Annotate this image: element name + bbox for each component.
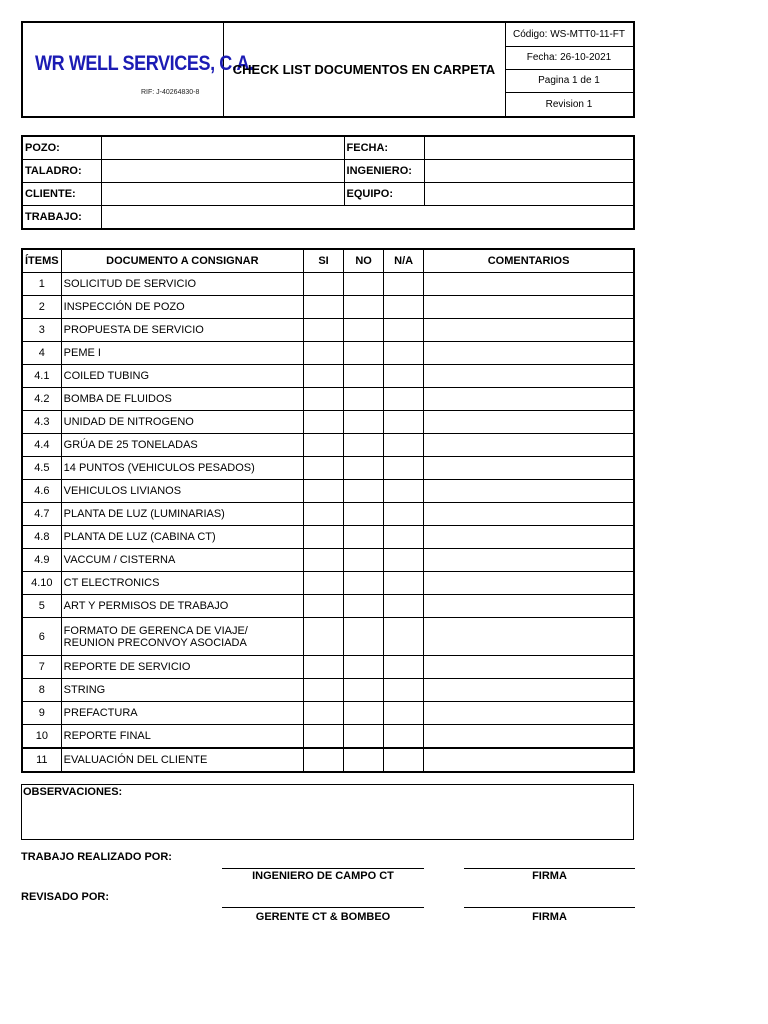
comment-cell[interactable] [424,618,634,656]
no-cell[interactable] [344,503,384,526]
ingeniero-field[interactable] [424,160,634,183]
observaciones-label: OBSERVACIONES: [23,786,123,798]
item-number: 4.7 [22,503,61,526]
equipo-label: EQUIPO: [344,183,424,206]
table-row [22,342,634,365]
item-document: PLANTA DE LUZ (LUMINARIAS) [61,503,303,526]
item-number: 4.9 [22,549,61,572]
item-document: VEHICULOS LIVIANOS [61,480,303,503]
document-title-cell [223,23,506,116]
item-document: 14 PUNTOS (VEHICULOS PESADOS) [61,457,303,480]
header-no: NO [344,249,384,273]
na-cell[interactable] [384,411,424,434]
well-info-table [21,135,635,230]
firma1-signature-line[interactable] [464,868,635,869]
comment-cell[interactable] [424,656,634,679]
item-document: CT ELECTRONICS [61,572,303,595]
comment-cell[interactable] [424,572,634,595]
table-row [22,549,634,572]
document-code: Código: WS-MTT0-11-FT [505,23,633,47]
no-cell[interactable] [344,342,384,365]
table-row [22,457,634,480]
item-document: COILED TUBING [61,365,303,388]
item-number: 4.3 [22,411,61,434]
item-document: PEME I [61,342,303,365]
si-cell[interactable] [304,526,344,549]
table-row [22,702,634,725]
item-document: PREFACTURA [61,702,303,725]
comment-cell[interactable] [424,457,634,480]
na-cell[interactable] [384,679,424,702]
table-row [22,748,634,772]
company-rif: RIF: J-40264830-8 [141,89,200,96]
cliente-label: CLIENTE: [22,183,101,206]
na-cell[interactable] [384,319,424,342]
document-date: Fecha: 26-10-2021 [505,46,633,70]
na-cell[interactable] [384,702,424,725]
item-number: 10 [22,725,61,749]
revisado-label: REVISADO POR: [21,891,110,903]
item-number: 4.4 [22,434,61,457]
item-document: FORMATO DE GERENCA DE VIAJE/ REUNION PRECONVOY ASOCIADA [61,618,303,656]
si-cell[interactable] [304,595,344,618]
comment-cell[interactable] [424,411,634,434]
item-document: REPORTE DE SERVICIO [61,656,303,679]
si-cell[interactable] [304,572,344,595]
na-cell[interactable] [384,296,424,319]
comment-cell[interactable] [424,480,634,503]
item-number: 9 [22,702,61,725]
item-number: 11 [22,748,61,772]
si-cell[interactable] [304,319,344,342]
no-cell[interactable] [344,702,384,725]
header-comentarios: COMENTARIOS [424,249,634,273]
si-cell[interactable] [304,480,344,503]
comment-cell[interactable] [424,702,634,725]
trabajo-field[interactable] [101,206,634,230]
comment-cell[interactable] [424,595,634,618]
cliente-field[interactable] [101,183,344,206]
item-document: UNIDAD DE NITROGENO [61,411,303,434]
item-number: 2 [22,296,61,319]
taladro-label: TALADRO: [22,160,101,183]
firma1-label: FIRMA [532,870,567,882]
table-row [22,273,634,296]
table-row [22,365,634,388]
na-cell[interactable] [384,748,424,772]
table-row [22,434,634,457]
observaciones-box[interactable] [21,784,634,840]
table-row [22,656,634,679]
comment-cell[interactable] [424,434,634,457]
fecha-label: FECHA: [344,136,424,160]
table-row [22,480,634,503]
na-cell[interactable] [384,388,424,411]
checklist-header-row [22,249,634,273]
si-cell[interactable] [304,273,344,296]
item-document: REPORTE FINAL [61,725,303,749]
document-header [21,21,635,118]
item-document: PLANTA DE LUZ (CABINA CT) [61,526,303,549]
document-page: Pagina 1 de 1 [505,69,633,93]
no-cell[interactable] [344,679,384,702]
na-cell[interactable] [384,656,424,679]
header-documento: DOCUMENTO A CONSIGNAR [61,249,303,273]
item-number: 4.6 [22,480,61,503]
na-cell[interactable] [384,595,424,618]
no-cell[interactable] [344,480,384,503]
si-cell[interactable] [304,434,344,457]
item-document: ART Y PERMISOS DE TRABAJO [61,595,303,618]
na-cell[interactable] [384,434,424,457]
si-cell[interactable] [304,618,344,656]
no-cell[interactable] [344,273,384,296]
item-number: 4 [22,342,61,365]
comment-cell[interactable] [424,725,634,749]
na-cell[interactable] [384,572,424,595]
no-cell[interactable] [344,526,384,549]
comment-cell[interactable] [424,526,634,549]
company-logo [23,23,254,116]
table-row [22,679,634,702]
no-cell[interactable] [344,296,384,319]
na-cell[interactable] [384,503,424,526]
na-cell[interactable] [384,549,424,572]
table-row [22,572,634,595]
si-cell[interactable] [304,365,344,388]
comment-cell[interactable] [424,365,634,388]
si-cell[interactable] [304,679,344,702]
na-cell[interactable] [384,526,424,549]
na-cell[interactable] [384,273,424,296]
si-cell[interactable] [304,296,344,319]
si-cell[interactable] [304,411,344,434]
na-cell[interactable] [384,365,424,388]
no-cell[interactable] [344,572,384,595]
no-cell[interactable] [344,656,384,679]
si-cell[interactable] [304,748,344,772]
table-row [22,725,634,749]
header-items: ÍTEMS [22,249,61,273]
trabajo-label: TRABAJO: [22,206,101,230]
firma2-signature-line[interactable] [464,907,635,908]
item-document: STRING [61,679,303,702]
si-cell[interactable] [304,388,344,411]
header-na: N/A [384,249,424,273]
item-number: 4.2 [22,388,61,411]
no-cell[interactable] [344,748,384,772]
si-cell[interactable] [304,342,344,365]
firma2-label: FIRMA [532,911,567,923]
item-number: 4.10 [22,572,61,595]
comment-cell[interactable] [424,296,634,319]
item-document: PROPUESTA DE SERVICIO [61,319,303,342]
si-cell[interactable] [304,457,344,480]
fecha-field[interactable] [424,136,634,160]
gerente-label: GERENTE CT & BOMBEO [255,911,391,923]
pozo-field[interactable] [101,136,344,160]
item-number: 8 [22,679,61,702]
table-row [22,503,634,526]
no-cell[interactable] [344,618,384,656]
document-title: CHECK LIST DOCUMENTOS EN CARPETA [232,62,496,77]
table-row [22,595,634,618]
si-cell[interactable] [304,702,344,725]
item-document: INSPECCIÓN DE POZO [61,296,303,319]
comment-cell[interactable] [424,319,634,342]
na-cell[interactable] [384,342,424,365]
table-row [22,618,634,656]
comment-cell[interactable] [424,503,634,526]
item-number: 7 [22,656,61,679]
comment-cell[interactable] [424,748,634,772]
item-document: EVALUACIÓN DEL CLIENTE [61,748,303,772]
equipo-field[interactable] [424,183,634,206]
item-number: 3 [22,319,61,342]
item-document: GRÚA DE 25 TONELADAS [61,434,303,457]
comment-cell[interactable] [424,388,634,411]
no-cell[interactable] [344,388,384,411]
ingeniero-label: INGENIERO: [344,160,424,183]
ingeniero-signature-line[interactable] [222,868,424,869]
no-cell[interactable] [344,319,384,342]
item-document: VACCUM / CISTERNA [61,549,303,572]
checklist-table [21,248,635,773]
comment-cell[interactable] [424,342,634,365]
company-name: WR WELL SERVICES, C.A. [35,52,254,75]
comment-cell[interactable] [424,273,634,296]
item-number: 6 [22,618,61,656]
taladro-field[interactable] [101,160,344,183]
no-cell[interactable] [344,725,384,749]
table-row [22,526,634,549]
si-cell[interactable] [304,725,344,749]
na-cell[interactable] [384,457,424,480]
no-cell[interactable] [344,595,384,618]
header-si: SI [304,249,344,273]
ingeniero-campo-label: INGENIERO DE CAMPO CT [252,870,394,882]
si-cell[interactable] [304,503,344,526]
gerente-signature-line[interactable] [222,907,424,908]
si-cell[interactable] [304,656,344,679]
item-document: SOLICITUD DE SERVICIO [61,273,303,296]
no-cell[interactable] [344,411,384,434]
na-cell[interactable] [384,618,424,656]
item-number: 4.1 [22,365,61,388]
no-cell[interactable] [344,457,384,480]
item-document: BOMBA DE FLUIDOS [61,388,303,411]
pozo-label: POZO: [22,136,101,160]
item-number: 4.8 [22,526,61,549]
item-number: 1 [22,273,61,296]
no-cell[interactable] [344,365,384,388]
document-revision: Revision 1 [545,98,593,110]
table-row [22,411,634,434]
table-row [22,296,634,319]
no-cell[interactable] [344,549,384,572]
comment-cell[interactable] [424,679,634,702]
na-cell[interactable] [384,725,424,749]
si-cell[interactable] [304,549,344,572]
trabajo-realizado-label: TRABAJO REALIZADO POR: [21,851,172,863]
comment-cell[interactable] [424,549,634,572]
item-number: 5 [22,595,61,618]
na-cell[interactable] [384,480,424,503]
table-row [22,319,634,342]
item-number: 4.5 [22,457,61,480]
table-row [22,388,634,411]
no-cell[interactable] [344,434,384,457]
